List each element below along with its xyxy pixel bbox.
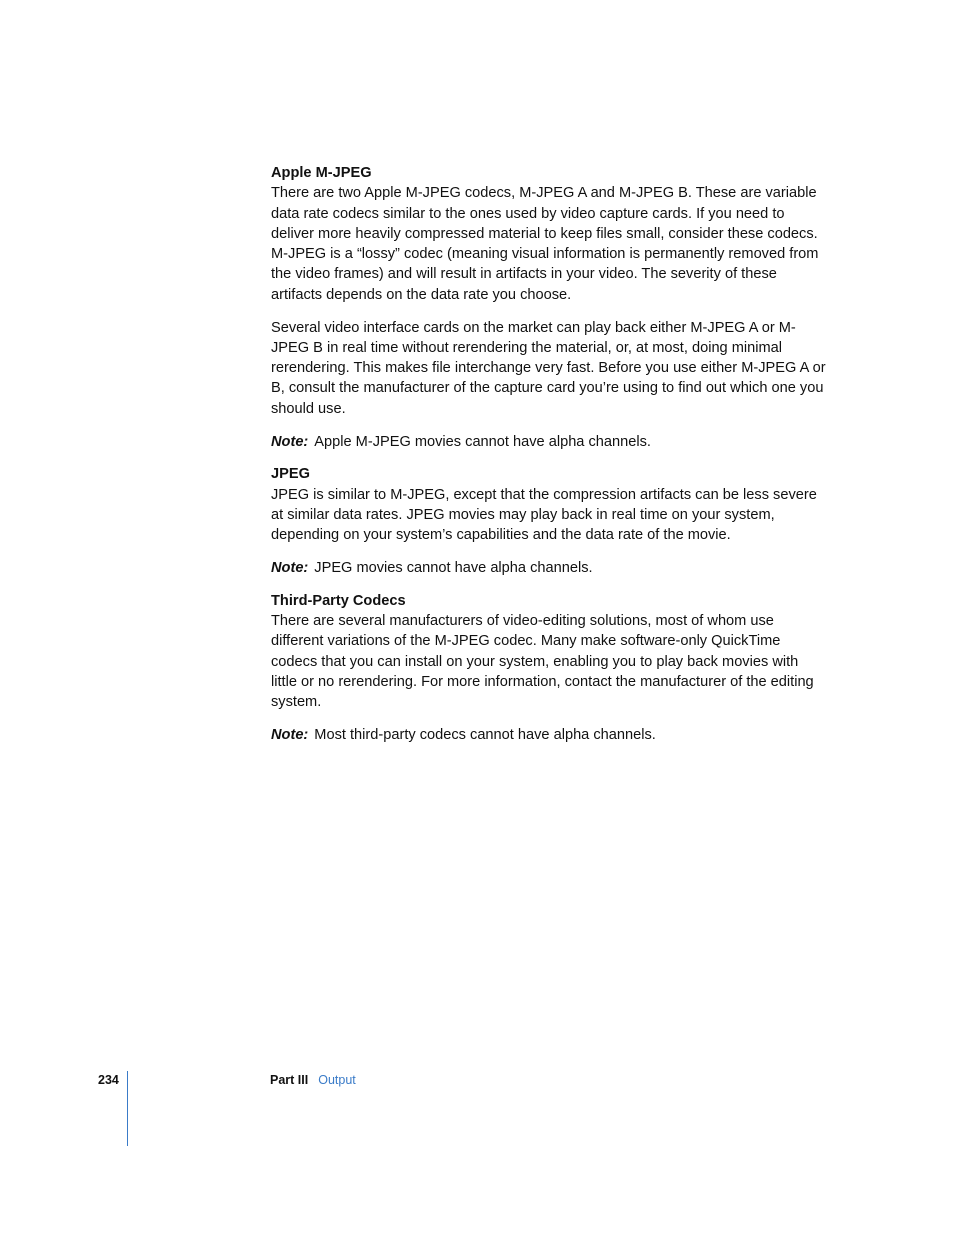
note bbox=[271, 432, 827, 452]
note-label: Note: bbox=[271, 560, 309, 577]
note-label: Note: bbox=[271, 727, 309, 744]
section-heading: Third-Party Codecs bbox=[271, 592, 406, 609]
body-paragraph: Several video interface cards on the market can play back either M-JPEG A or M-JPEG B in real time without rerendering the material, or, at most, doing minimal rerendering. This makes file interchange very fast. Before you use either M-JPEG A or B, consult the manufacturer of the capture card you’re using to find out which one you should use. bbox=[271, 319, 826, 417]
body-paragraph: There are several manufacturers of video-editing solutions, most of whom use different variations of the M-JPEG codec. Many make software-only QuickTime codecs that you can install on your system, enabling you to play back movies with little or no rerendering. For more information, contact the manufacturer of the editing system. bbox=[271, 613, 814, 711]
note-label: Note: bbox=[271, 433, 309, 450]
footer-section-link[interactable]: Output bbox=[318, 1073, 356, 1087]
body-paragraph: JPEG is similar to M-JPEG, except that the compression artifacts can be less severe at similar data rates. JPEG movies may play back in real time on your system, depending on your system’s capabilities and the data rate of the movie. bbox=[271, 486, 817, 544]
note-text: Apple M-JPEG movies cannot have alpha channels. bbox=[314, 433, 651, 450]
body-paragraph: There are two Apple M-JPEG codecs, M-JPEG A and M-JPEG B. These are variable data rate codecs similar to the ones used by video capture cards. If you need to deliver more heavily compressed material to keep files small, consider these codecs. M-JPEG is a “lossy” codec (meaning visual information is permanently removed from the video frames) and will result in artifacts in your video. The severity of these artifacts depends on the data rate you choose. bbox=[271, 185, 819, 303]
note-text: JPEG movies cannot have alpha channels. bbox=[314, 560, 593, 577]
footer-divider bbox=[127, 1071, 128, 1146]
section-third-party-codecs bbox=[271, 591, 827, 746]
running-footer bbox=[270, 1072, 356, 1088]
section-heading: JPEG bbox=[271, 466, 310, 483]
section-heading: Apple M-JPEG bbox=[271, 165, 372, 181]
section-apple-mjpeg bbox=[271, 163, 827, 452]
note bbox=[271, 558, 827, 578]
page-content bbox=[271, 163, 827, 758]
section-jpeg bbox=[271, 464, 827, 578]
page-number: 234 bbox=[98, 1073, 119, 1087]
note bbox=[271, 725, 827, 745]
footer-part-label: Part III bbox=[270, 1073, 309, 1087]
note-text: Most third-party codecs cannot have alpha channels. bbox=[314, 727, 656, 744]
